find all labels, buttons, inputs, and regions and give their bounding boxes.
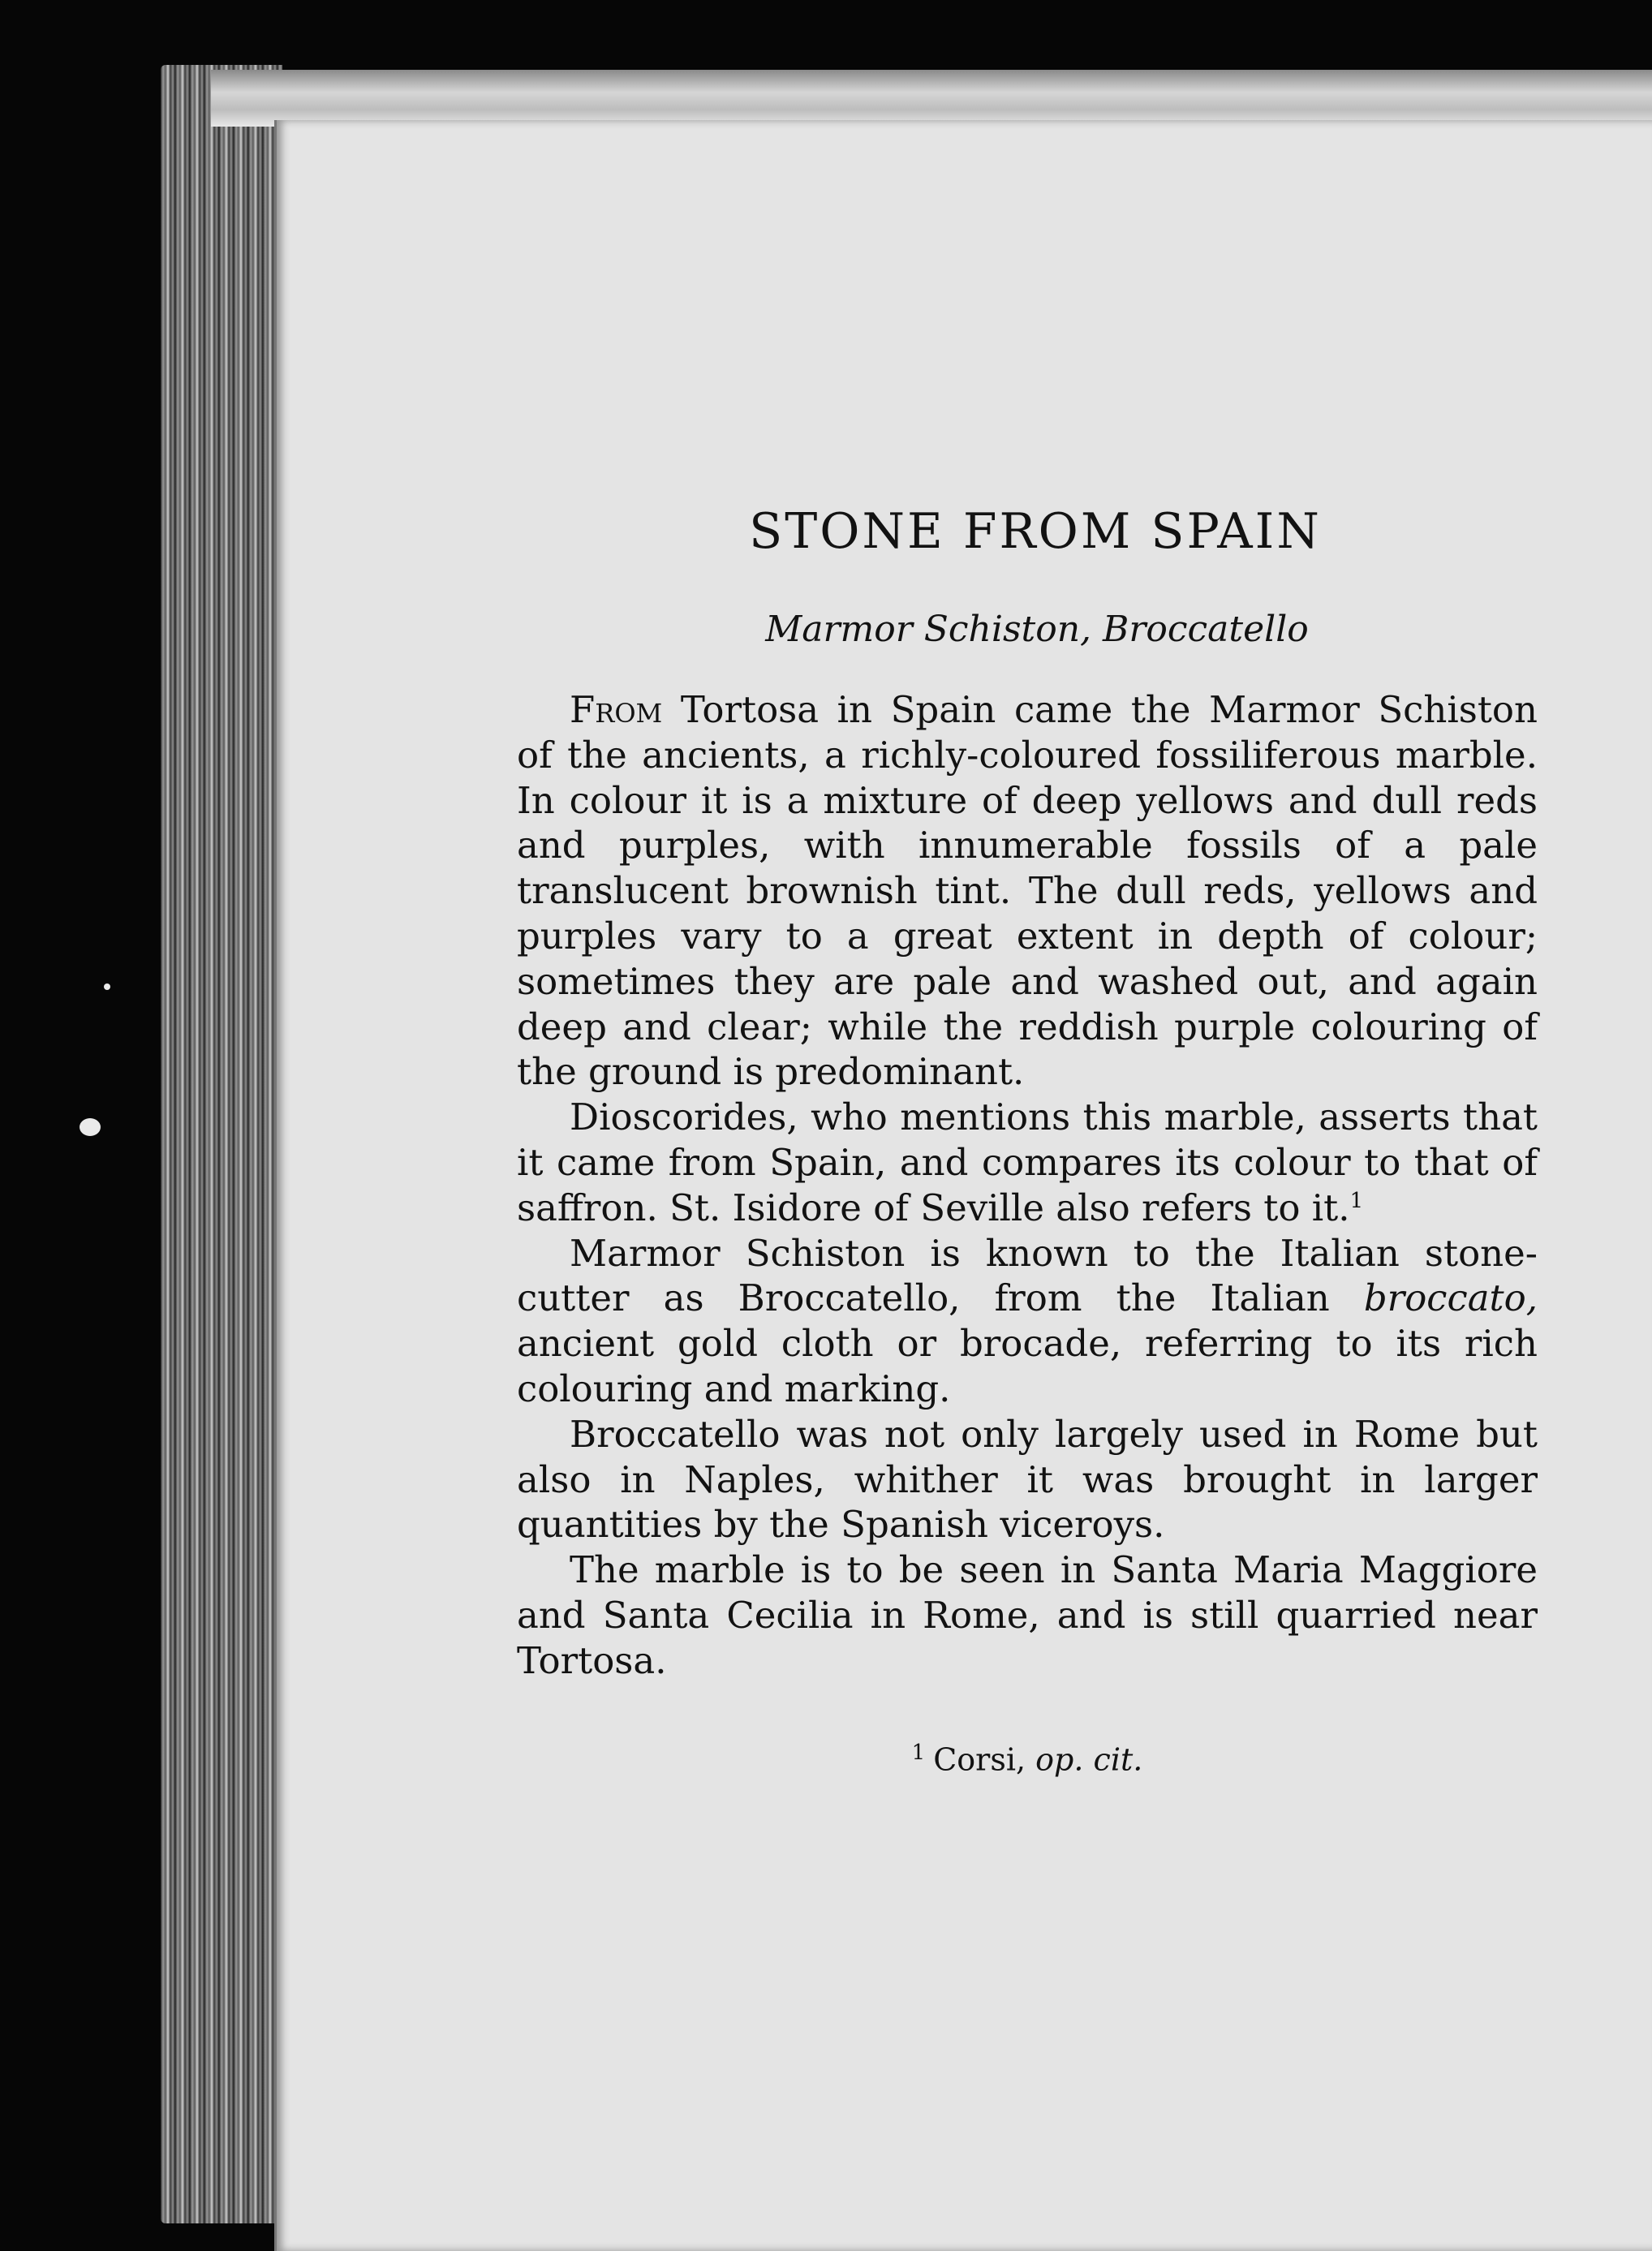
paragraph-text: Tortosa in Spain came the Marmor Schiston of the ancients, a richly-coloured fossiliferous marble. In colour it is a mixture of deep yellows and dull reds and purples, with innumerable fossils of a pale translucent brownish tint. The dull reds, yellows and purples vary to a great extent in depth of colour; sometimes they are pale and washed out, and again deep and clear; while the reddish purple colouring of the ground is predominant.	[517, 688, 1538, 1094]
paragraph-text: Marmor Schiston is known to the Italian stone-cutter as Broccatello, from the Italian	[517, 1231, 1538, 1320]
page-title: STONE FROM SPAIN	[749, 503, 1322, 560]
dust-speck	[104, 983, 110, 990]
paragraph	[517, 1095, 1538, 1230]
paragraph-text: Dioscorides, who mentions this marble, asserts that it came from Spain, and compares its colour to that of saffron. St. Isidore of Seville also refers to it.	[517, 1095, 1538, 1229]
paragraph-lead: From	[570, 688, 663, 731]
paragraph-text: The marble is to be seen in Santa Maria Maggiore and Santa Cecilia in Rome, and is still quarried near Tortosa.	[517, 1548, 1538, 1682]
page-content	[517, 503, 1538, 1777]
dust-speck	[80, 1118, 101, 1136]
footnote-citation: op. cit.	[1035, 1741, 1143, 1778]
paragraph	[517, 1412, 1538, 1547]
paragraph	[517, 687, 1538, 1095]
paragraph	[517, 1231, 1538, 1412]
body-text	[517, 687, 1538, 1684]
paragraph-italic: broccato,	[1363, 1276, 1538, 1320]
footnote-reference: 1	[1349, 1188, 1364, 1213]
page-edges-top	[211, 70, 1652, 127]
paragraph-text: ancient gold cloth or brocade, referring to its rich colouring and marking.	[517, 1322, 1538, 1410]
page-subtitle: Marmor Schiston, Broccatello	[765, 609, 1309, 650]
footnote	[517, 1741, 1538, 1778]
page-edges	[161, 65, 282, 2223]
footnote-mark: 1	[911, 1740, 926, 1765]
paragraph	[517, 1547, 1538, 1683]
paragraph-text: Broccatello was not only largely used in Rome but also in Naples, whither it was brought in larger quantities by the Spanish viceroys.	[517, 1412, 1538, 1547]
footnote-author: Corsi,	[933, 1741, 1026, 1778]
